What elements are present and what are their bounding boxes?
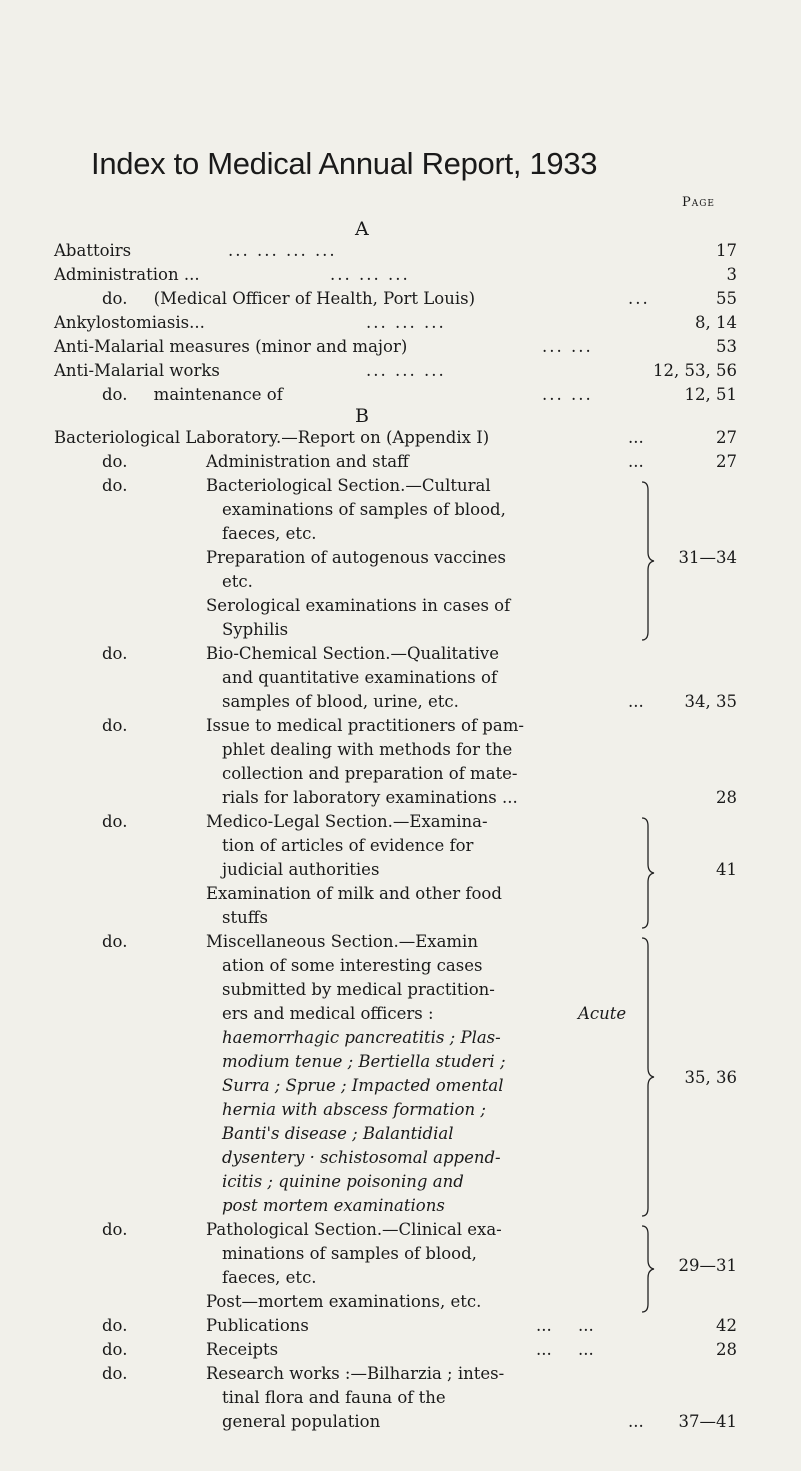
entry-label: Administration ... [54, 265, 200, 284]
entry-label: stuffs [222, 908, 268, 927]
entry-label: Serological examinations in cases of [206, 596, 511, 615]
entry-label: and quantitative examinations of [222, 668, 498, 687]
entry-label: Publications [206, 1316, 309, 1335]
brace-icon [640, 1224, 656, 1314]
entry-page: 41 [716, 860, 737, 879]
ditto-mark: do. [102, 644, 128, 663]
brace-icon [640, 936, 656, 1218]
entry-page: 8, 14 [695, 313, 737, 332]
entry-label: minations of samples of blood, [222, 1244, 477, 1263]
entry-label: Post—mortem examinations, etc. [206, 1292, 482, 1311]
entry-label: ation of some interesting cases [222, 956, 483, 975]
entry-label: Bio-Chemical Section.—Qualitative [206, 644, 499, 663]
entry-page: 17 [716, 241, 737, 260]
ditto-mark: do. [102, 716, 128, 735]
leader-dots: ... [628, 289, 650, 308]
leader-dots: ... [628, 692, 644, 711]
entry-label: Issue to medical practitioners of pam- [206, 716, 524, 735]
leader-dots: ... ... [542, 385, 593, 404]
entry-label: Miscellaneous Section.—Examin [206, 932, 478, 951]
ditto-mark: do. [102, 452, 128, 471]
entry-label-italic: hernia with abscess formation ; [222, 1100, 486, 1119]
entry-label: Receipts [206, 1340, 279, 1359]
page-title: Index to Medical Annual Report, 1933 [91, 146, 598, 181]
ditto-mark: do. [102, 1220, 128, 1239]
leader-dots: ... ... [536, 1316, 594, 1335]
entry-label: do. (Medical Officer of Health, Port Louis) [102, 289, 476, 308]
entry-label: Bacteriological Laboratory.—Report on (Appendix I) [54, 428, 490, 447]
leader-dots: ... ... [536, 1340, 594, 1359]
entry-label: Bacteriological Section.—Cultural [206, 476, 491, 495]
entry-label: phlet dealing with methods for the [222, 740, 513, 759]
entry-page: 12, 53, 56 [653, 361, 737, 380]
entry-label-italic: Banti's disease ; Balantidial [222, 1124, 454, 1143]
ditto-mark: do. [102, 932, 128, 951]
entry-page: 28 [716, 788, 737, 807]
entry-page: 27 [716, 428, 737, 447]
entry-page: 3 [726, 265, 737, 284]
entry-label: tinal flora and fauna of the [222, 1388, 446, 1407]
entry-label-italic: icitis ; quinine poisoning and [222, 1172, 464, 1191]
entry-label: Research works :—Bilharzia ; intes- [206, 1364, 505, 1383]
entry-page: 37—41 [678, 1412, 737, 1431]
entry-page: 12, 51 [684, 385, 737, 404]
ditto-mark: do. [102, 812, 128, 831]
page-column-header: Page [682, 195, 716, 210]
entry-label: faeces, etc. [222, 524, 317, 543]
entry-label: Anti-Malarial measures (minor and major) [54, 337, 408, 356]
leader-dots: ... [628, 1412, 644, 1431]
entry-label: Anti-Malarial works [54, 361, 220, 380]
entry-page: 27 [716, 452, 737, 471]
entry-page: 31—34 [678, 548, 737, 567]
entry-label: Administration and staff [206, 452, 409, 471]
entry-page: 42 [716, 1316, 737, 1335]
entry-page: 29—31 [678, 1256, 737, 1275]
entry-label-italic: haemorrhagic pancreatitis ; Plas- [222, 1028, 501, 1047]
brace-icon [640, 480, 656, 642]
ditto-mark: do. [102, 1364, 128, 1383]
entry-label: do. maintenance of [102, 385, 283, 404]
entry-label: faeces, etc. [222, 1268, 317, 1287]
entry-label: ers and medical officers : [222, 1004, 434, 1023]
entry-label: samples of blood, urine, etc. [222, 692, 459, 711]
entry-label-italic: modium tenue ; Bertiella studeri ; [222, 1052, 506, 1071]
entry-label-italic: Surra ; Sprue ; Impacted omental [222, 1076, 504, 1095]
entry-label: examinations of samples of blood, [222, 500, 506, 519]
entry-label-italic: dysentery · schistosomal append- [222, 1148, 501, 1167]
entry-label: rials for laboratory examinations ... [222, 788, 518, 807]
entry-label: submitted by medical practition- [222, 980, 495, 999]
leader-dots: ... ... [542, 337, 593, 356]
entry-label-italic: Acute [578, 1004, 627, 1023]
entry-label: Abattoirs [54, 241, 132, 260]
leader-dots: ... ... ... [330, 265, 410, 284]
entry-page: 34, 35 [684, 692, 737, 711]
entry-label: general population [222, 1412, 381, 1431]
leader-dots: ... ... ... [366, 313, 446, 332]
leader-dots: ... [628, 428, 644, 447]
ditto-mark: do. [102, 1340, 128, 1359]
entry-label: Preparation of autogenous vaccines [206, 548, 506, 567]
entry-page: 28 [716, 1340, 737, 1359]
entry-label: judicial authorities [222, 860, 380, 879]
entry-label: Ankylostomiasis... [54, 313, 205, 332]
brace-icon [640, 816, 656, 930]
entry-label: collection and preparation of mate- [222, 764, 518, 783]
entry-label: Pathological Section.—Clinical exa- [206, 1220, 502, 1239]
entry-page: 35, 36 [684, 1068, 737, 1087]
entry-label: tion of articles of evidence for [222, 836, 474, 855]
entry-page: 55 [716, 289, 737, 308]
entry-label: Examination of milk and other food [206, 884, 502, 903]
section-b-heading: B [355, 405, 369, 427]
section-a-heading: A [355, 218, 369, 240]
ditto-mark: do. [102, 476, 128, 495]
leader-dots: ... ... ... [366, 361, 446, 380]
entry-label-italic: post mortem examinations [222, 1196, 445, 1215]
leader-dots: ... ... ... ... [228, 241, 337, 260]
entry-label: etc. [222, 572, 253, 591]
entry-label: Syphilis [222, 620, 289, 639]
entry-page: 53 [716, 337, 737, 356]
leader-dots: ... [628, 452, 644, 471]
entry-label: Medico-Legal Section.—Examina- [206, 812, 488, 831]
ditto-mark: do. [102, 1316, 128, 1335]
